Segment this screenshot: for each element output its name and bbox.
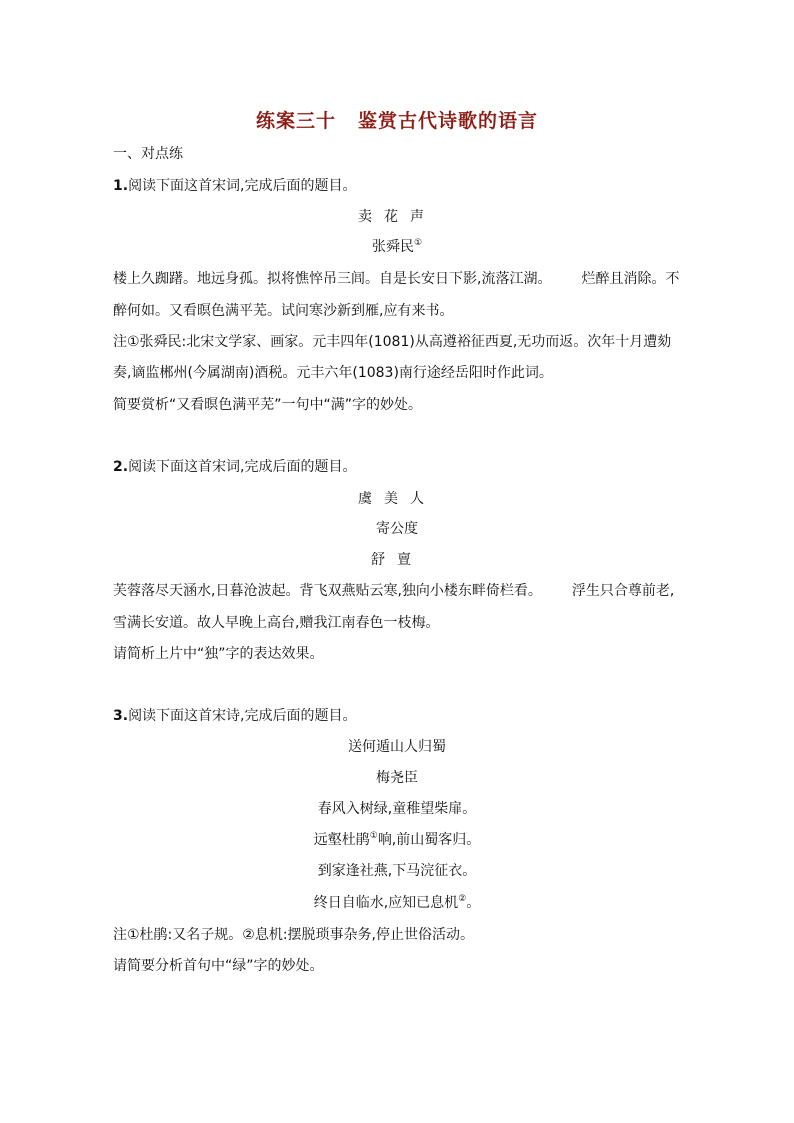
title-part1: 练案三十 [255,110,336,132]
q3-prompt [113,707,357,725]
q1-poem-title: 卖花声 [358,209,436,225]
q2-text1: 芙蓉落尽天涵水,日暮沧波起。背飞双燕贴云寒,独向小楼东畔倚栏看。 [113,583,542,599]
q1-author [0,238,794,256]
q1-poem-line2: 醉何如。又看暝色满平芜。试问寒沙新到雁,应有来书。 [113,303,454,319]
q1-note-line2: 奏,谪监郴州(今属湖南)酒税。元丰六年(1083)南行途经岳阳时作此词。 [113,365,553,381]
q2-question: 请简析上片中“独”字的表达效果。 [113,646,324,662]
q1-text1b: 烂醉且消除。不 [581,271,680,287]
q1-text1: 楼上久踟躇。地远身孤。拟将憔悴吊三闾。自是长安日下影,流落江湖。 [113,271,552,287]
q3-note: 注①杜鹃:又名子规。②息机:摆脱琐事杂务,停止世俗活动。 [113,927,474,943]
q2-subtitle: 寄公度 [376,521,418,537]
q1-poem-line1 [113,270,679,288]
q3-line4b: 。 [466,895,481,911]
q3-poem-title: 送何遁山人归蜀 [348,739,446,755]
q3-poem-line2 [0,831,794,849]
q2-text1b: 浮生只合尊前老, [571,583,675,599]
q3-poem-line1: 春风入树绿,童稚望柴扉。 [317,801,477,817]
q2-prompt [113,458,357,476]
q2-prompt-text: 阅读下面这首宋词,完成后面的题目。 [128,459,357,475]
q2-poem-line1 [113,582,674,600]
q3-line2a: 远壑杜鹃 [313,832,370,848]
q3-prompt-text: 阅读下面这首宋诗,完成后面的题目。 [128,708,357,724]
q2-author: 舒亶 [371,552,423,568]
q3-poem-line4 [0,894,794,912]
q3-poem-line3: 到家逢社燕,下马浣征衣。 [317,863,477,879]
q3-line2-note-mark: ① [369,831,378,841]
q1-prompt [113,177,357,195]
q1-author-name: 张舜民 [371,239,414,255]
q1-author-note-mark: ① [413,238,423,248]
q3-author: 梅尧臣 [376,770,418,786]
q3-line4-note-mark: ② [458,894,467,904]
q2-poem-title: 虞美人 [358,491,436,507]
q3-number: 3. [113,708,129,724]
q2-number: 2. [113,459,129,475]
q1-prompt-text: 阅读下面这首宋词,完成后面的题目。 [128,178,357,194]
q3-line4a: 终日自临水,应知已息机 [313,895,459,911]
q1-note-line1: 注①张舜民:北宋文学家、画家。元丰四年(1081)从高遵裕征西夏,无功而返。次年十月遭劾 [113,334,672,350]
q2-poem-line2: 雪满长安道。故人早晚上高台,赠我江南春色一枝梅。 [113,615,440,631]
q1-question: 简要赏析“又看暝色满平芜”一句中“满”字的妙处。 [113,397,423,413]
q1-number: 1. [113,178,129,194]
section-heading: 一、对点练 [113,146,183,162]
q3-line2b: 响,前山蜀客归。 [377,832,481,848]
title-part2: 鉴赏古代诗歌的语言 [358,110,539,132]
q3-question: 请简要分析首句中“绿”字的妙处。 [113,958,324,974]
page-title [0,106,794,133]
